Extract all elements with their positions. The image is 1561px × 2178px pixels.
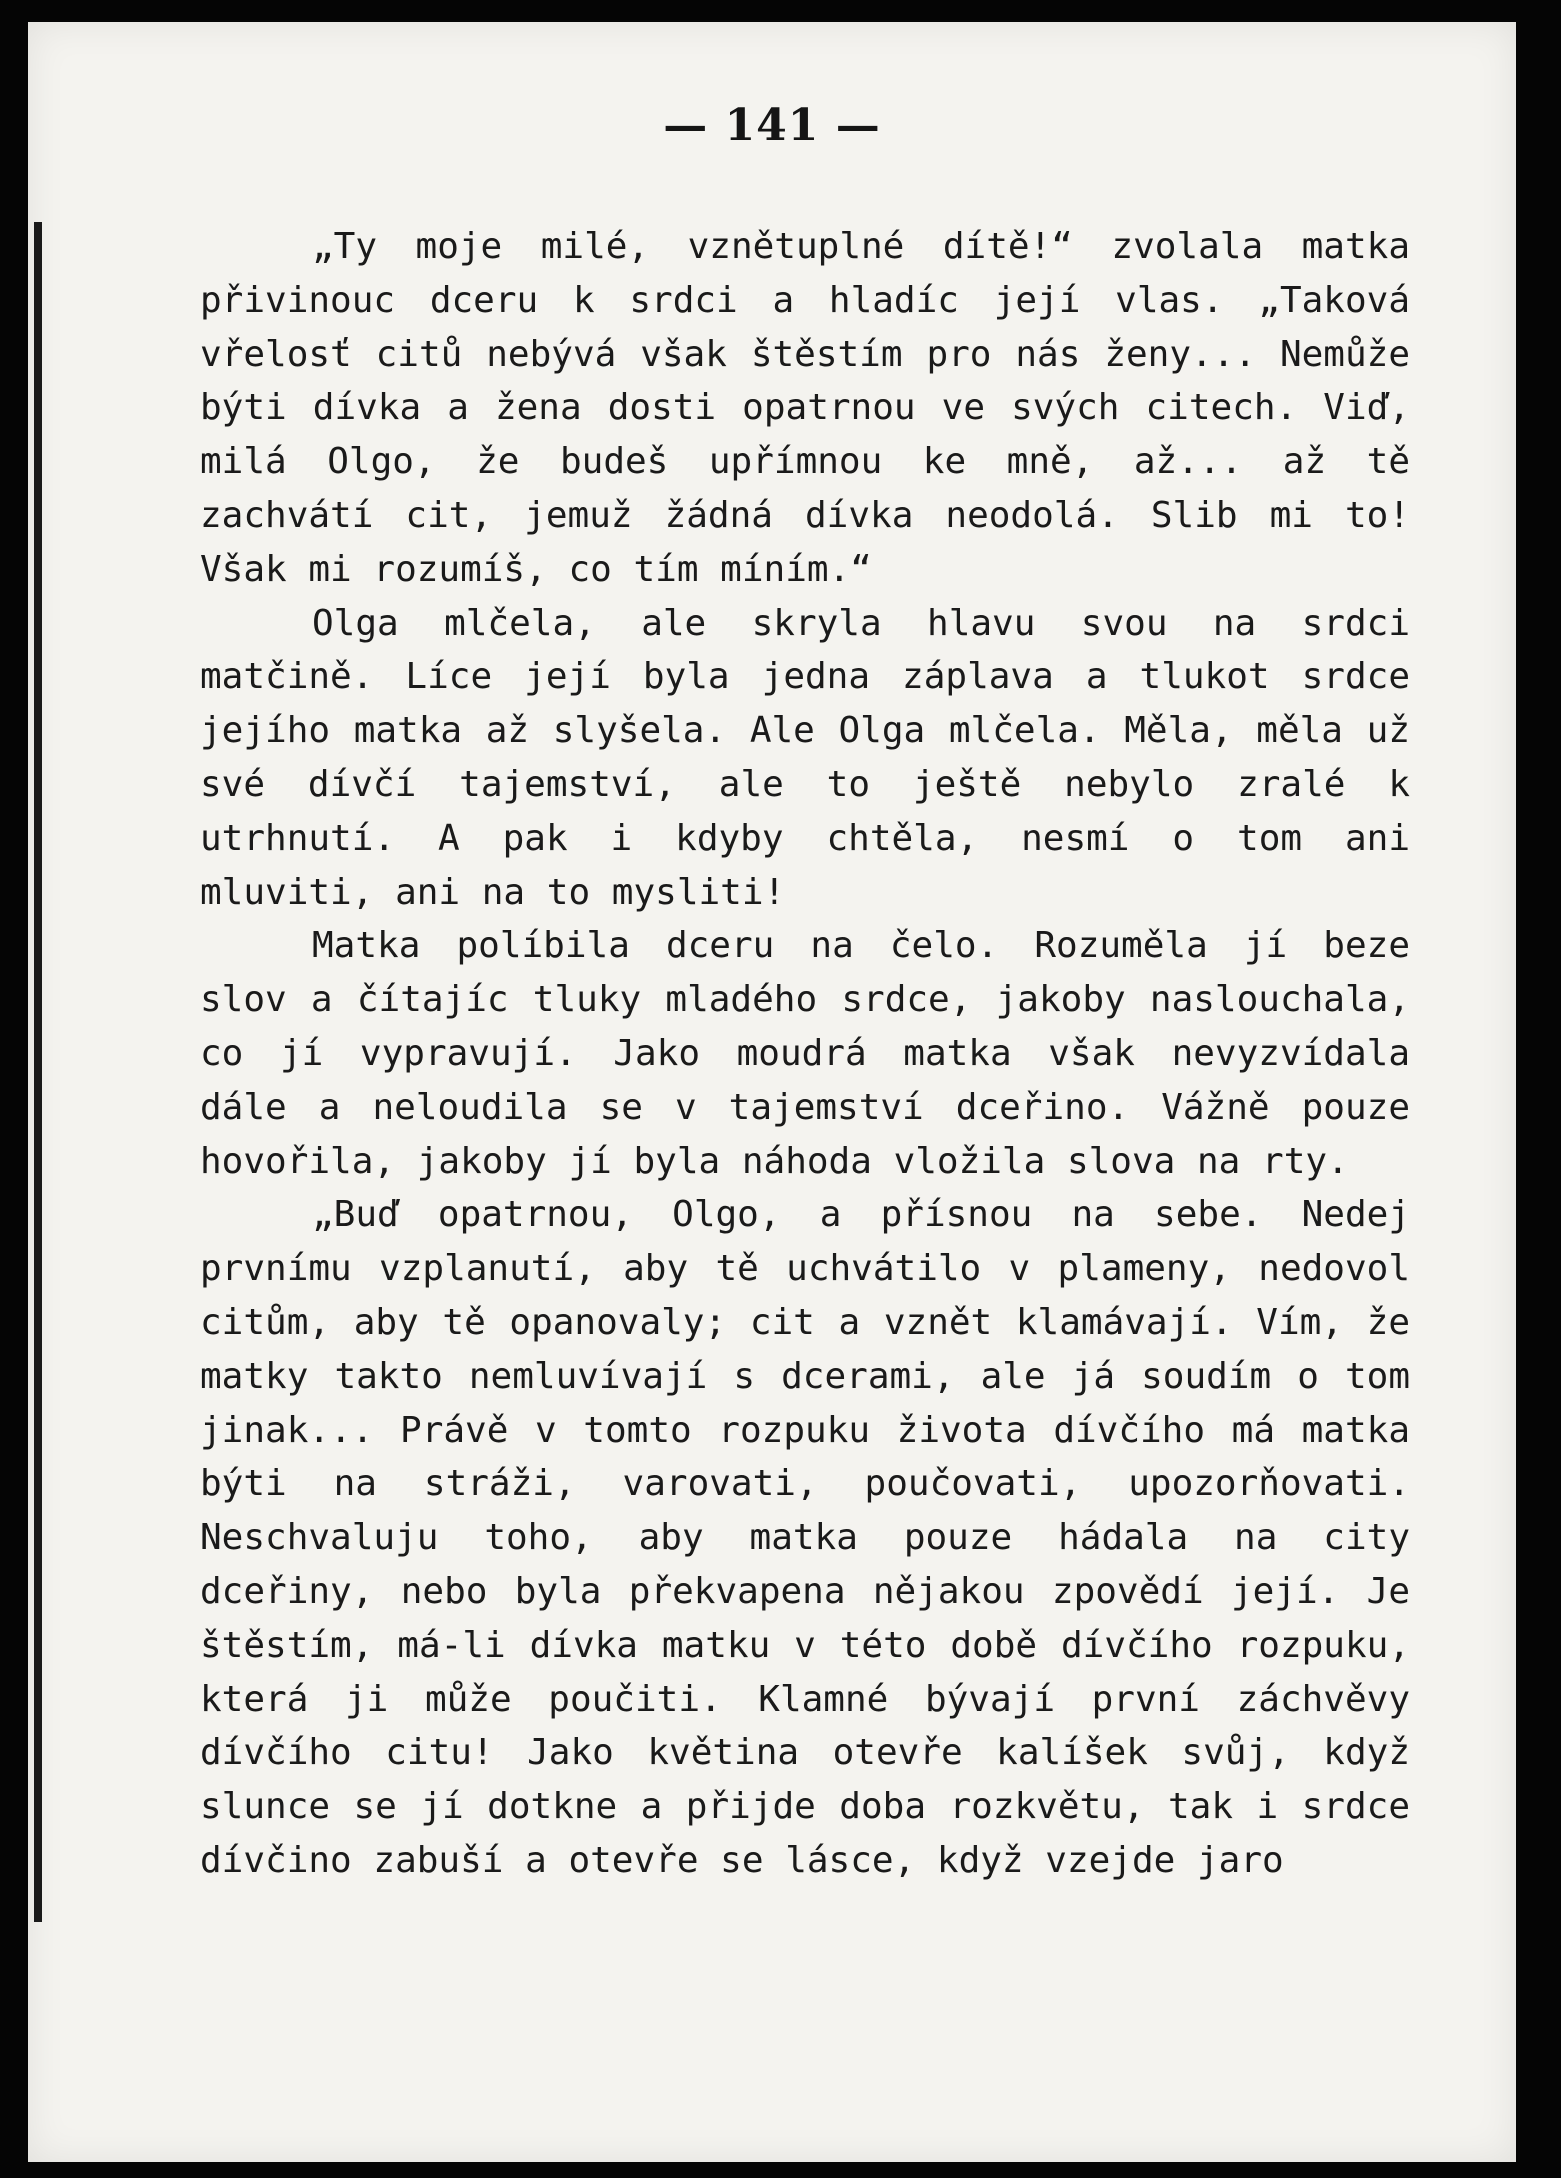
paragraph-4: „Buď opatrnou, Olgo, a přísnou na sebe. Nedej prvnímu vzplanutí, aby tě uchvátilo v plameny, nedovol citům, aby tě opanovaly; cit a vznět klamávají. Vím, že matky takto nemluvívají s dcerami, ale já soudím o tom jinak... Právě v tomto rozpuku života dívčího má matka býti na stráži, varovati, poučovati, upozorňovati. Neschvaluju toho, aby matka pouze hádala na city dceřiny, nebo byla překvapena nějakou zpovědí její. Je štěstím, má-li dívka matku v této době dívčího rozpuku, která ji může poučiti. Klamné bývají první záchvěvy dívčího citu! Jako květina otevře kalíšek svůj, když slunce se jí dotkne a přijde doba rozkvětu, tak i srdce dívčino zabuší a otevře se lásce, když vzejde jaro xyxy=(200,1194,1410,1881)
page-number: — 141 — xyxy=(663,100,881,151)
book-page xyxy=(28,22,1516,2162)
page-edge-shadow xyxy=(34,222,42,1922)
paragraph-2: Olga mlčela, ale skryla hlavu svou na srdci matčině. Líce její byla jedna záplava a tlukot srdce jejího matka až slyšela. Ale Olga mlčela. Měla, měla už své dívčí tajemství, ale to ještě nebylo zralé k utrhnutí. A pak i kdyby chtěla, nesmí o tom ani mluviti, ani na to mysliti! xyxy=(200,602,1410,913)
paragraph-3: Matka políbila dceru na čelo. Rozuměla jí beze slov a čítajíc tluky mladého srdce, jakoby naslouchala, co jí vypravují. Jako moudrá matka však nevyzvídala dále a neloudila se v tajemství dceřino. Vážně pouze hovořila, jakoby jí byla náhoda vložila slova na rty. xyxy=(200,925,1410,1182)
body-text xyxy=(200,220,1410,1888)
paragraph-1: „Ty moje milé, vznětuplné dítě!“ zvolala matka přivinouc dceru k srdci a hladíc její vlas. „Taková vřelosť citů nebývá však štěstím pro nás ženy... Nemůže býti dívka a žena dosti opatrnou ve svých citech. Viď, milá Olgo, že budeš upřímnou ke mně, až... až tě zachvátí cit, jemuž žádná dívka neodolá. Slib mi to! Však mi rozumíš, co tím míním.“ xyxy=(200,226,1410,590)
